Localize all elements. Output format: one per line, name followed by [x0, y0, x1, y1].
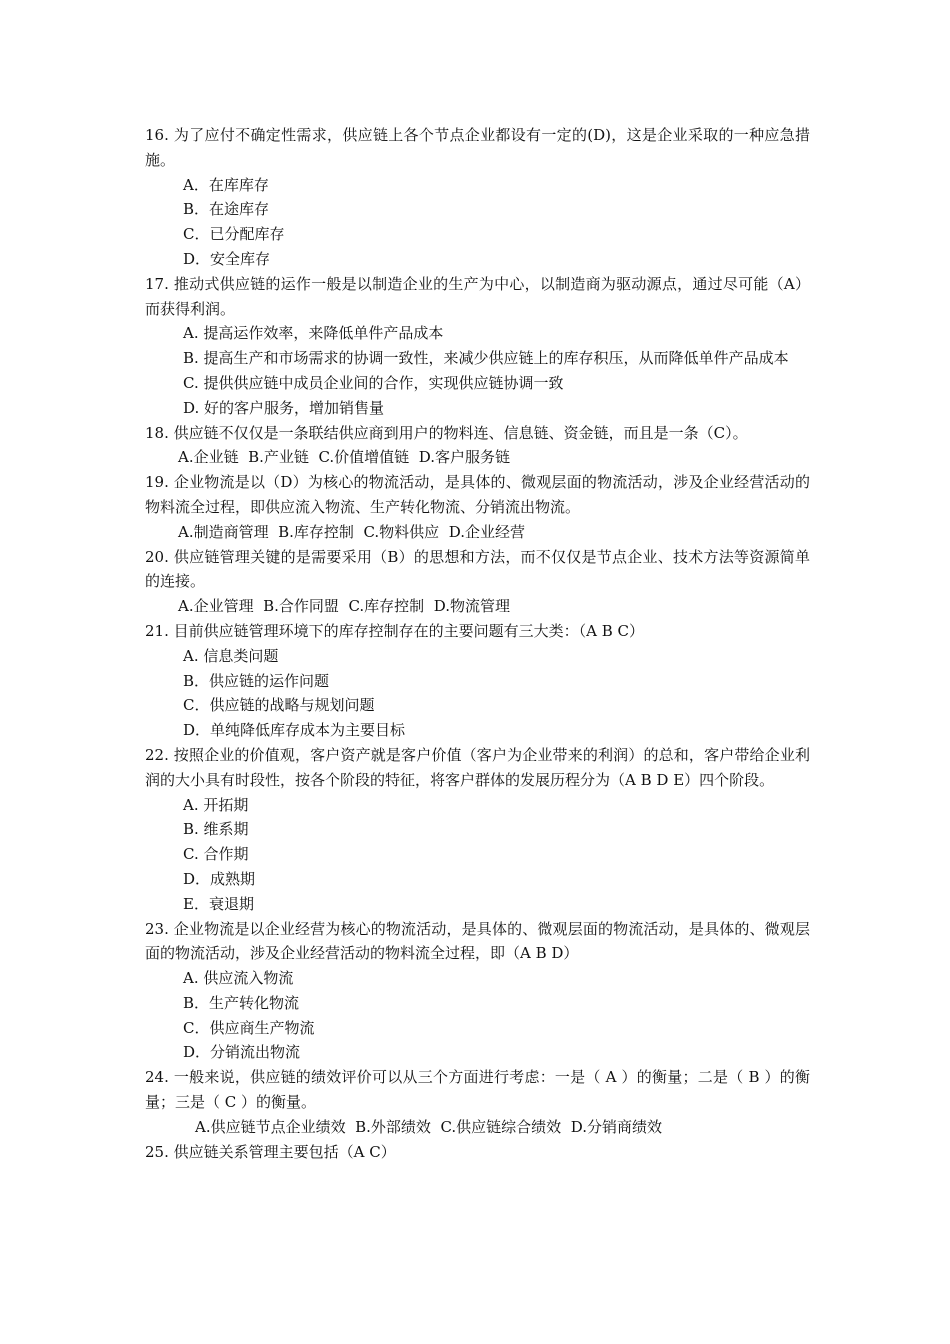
options-line: A.供应链节点企业绩效 B.外部绩效 C.供应链综合绩效 D.分销商绩效 — [195, 1117, 662, 1136]
question-18 — [145, 421, 810, 471]
question-stem: 19. 企业物流是以（D）为核心的物流活动，是具体的、微观层面的物流活动，涉及企业经营活动的物料流全过程，即供应流入物流、生产转化物流、分销流出物流。 — [145, 473, 810, 516]
question-24 — [145, 1065, 810, 1139]
options-line: A.制造商管理 B.库存控制 C.物料供应 D.企业经营 — [178, 522, 525, 541]
option-a: A. 开拓期 — [183, 795, 249, 814]
option-a: A．在库库存 — [183, 175, 269, 194]
question-stem: 25. 供应链关系管理主要包括（A C） — [145, 1142, 396, 1161]
question-19 — [145, 470, 810, 544]
options-line: A.企业链 B.产业链 C.价值增值链 D.客户服务链 — [178, 448, 510, 467]
question-stem: 20. 供应链管理关键的是需要采用（B）的思想和方法，而不仅仅是节点企业、技术方法等资源简单的连接。 — [145, 547, 810, 591]
option-a: A. 供应流入物流 — [183, 969, 294, 988]
document-body — [145, 123, 810, 1164]
option-c: C. 合作期 — [183, 845, 249, 864]
question-17 — [145, 272, 810, 421]
option-b: B. 提高生产和市场需求的协调一致性，来减少供应链上的库存积压，从而降低单件产品成本 — [183, 349, 789, 368]
question-20 — [145, 545, 810, 619]
question-stem: 22. 按照企业的价值观，客户资产就是客户价值（客户为企业带来的利润）的总和，客户带给企业利润的大小具有时段性，按各个阶段的特征，将客户群体的发展历程分为（A B D E）四个阶段。 — [145, 745, 810, 789]
option-b: B．生产转化物流 — [183, 993, 300, 1012]
question-stem: 24. 一般来说，供应链的绩效评价可以从三个方面进行考虑：一是（ A ）的衡量；二是（ B ）的衡量；三是（ C ）的衡量。 — [145, 1068, 810, 1112]
option-e: E．衰退期 — [183, 894, 254, 913]
question-stem: 21. 目前供应链管理环境下的库存控制存在的主要问题有三大类：（A B C） — [145, 621, 644, 640]
option-b: B. 维系期 — [183, 820, 249, 839]
option-c: C．已分配库存 — [183, 225, 285, 244]
option-d: D．单纯降低库存成本为主要目标 — [183, 721, 406, 740]
question-stem: 16. 为了应付不确定性需求，供应链上各个节点企业都设有一定的(D)，这是企业采取的一种应急措施。 — [145, 126, 810, 169]
option-c: C．供应商生产物流 — [183, 1018, 315, 1037]
option-a: A. 信息类问题 — [183, 646, 279, 665]
option-d: D．安全库存 — [183, 249, 271, 268]
option-d: D．成熟期 — [183, 869, 256, 888]
question-22 — [145, 743, 810, 917]
question-23 — [145, 917, 810, 1066]
option-a: A. 提高运作效率，来降低单件产品成本 — [183, 324, 444, 343]
option-b: B．供应链的运作问题 — [183, 671, 330, 690]
option-c: C．供应链的战略与规划问题 — [183, 696, 375, 715]
question-21 — [145, 619, 810, 743]
options-line: A.企业管理 B.合作同盟 C.库存控制 D.物流管理 — [178, 597, 510, 616]
question-stem: 17. 推动式供应链的运作一般是以制造企业的生产为中心，以制造商为驱动源点，通过尽可能（A）而获得利润。 — [145, 274, 810, 318]
question-25 — [145, 1140, 810, 1165]
option-b: B．在途库存 — [183, 200, 270, 219]
option-d: D．分销流出物流 — [183, 1043, 301, 1062]
question-stem: 18. 供应链不仅仅是一条联结供应商到用户的物料连、信息链、资金链，而且是一条（C）。 — [145, 423, 748, 442]
question-16 — [145, 123, 810, 272]
option-d: D. 好的客户服务，增加销售量 — [183, 398, 385, 417]
option-c: C. 提供供应链中成员企业间的合作，实现供应链协调一致 — [183, 373, 564, 392]
question-stem: 23. 企业物流是以企业经营为核心的物流活动，是具体的、微观层面的物流活动，是具体的、微观层面的物流活动，涉及企业经营活动的物料流全过程，即（A B D） — [145, 919, 810, 963]
